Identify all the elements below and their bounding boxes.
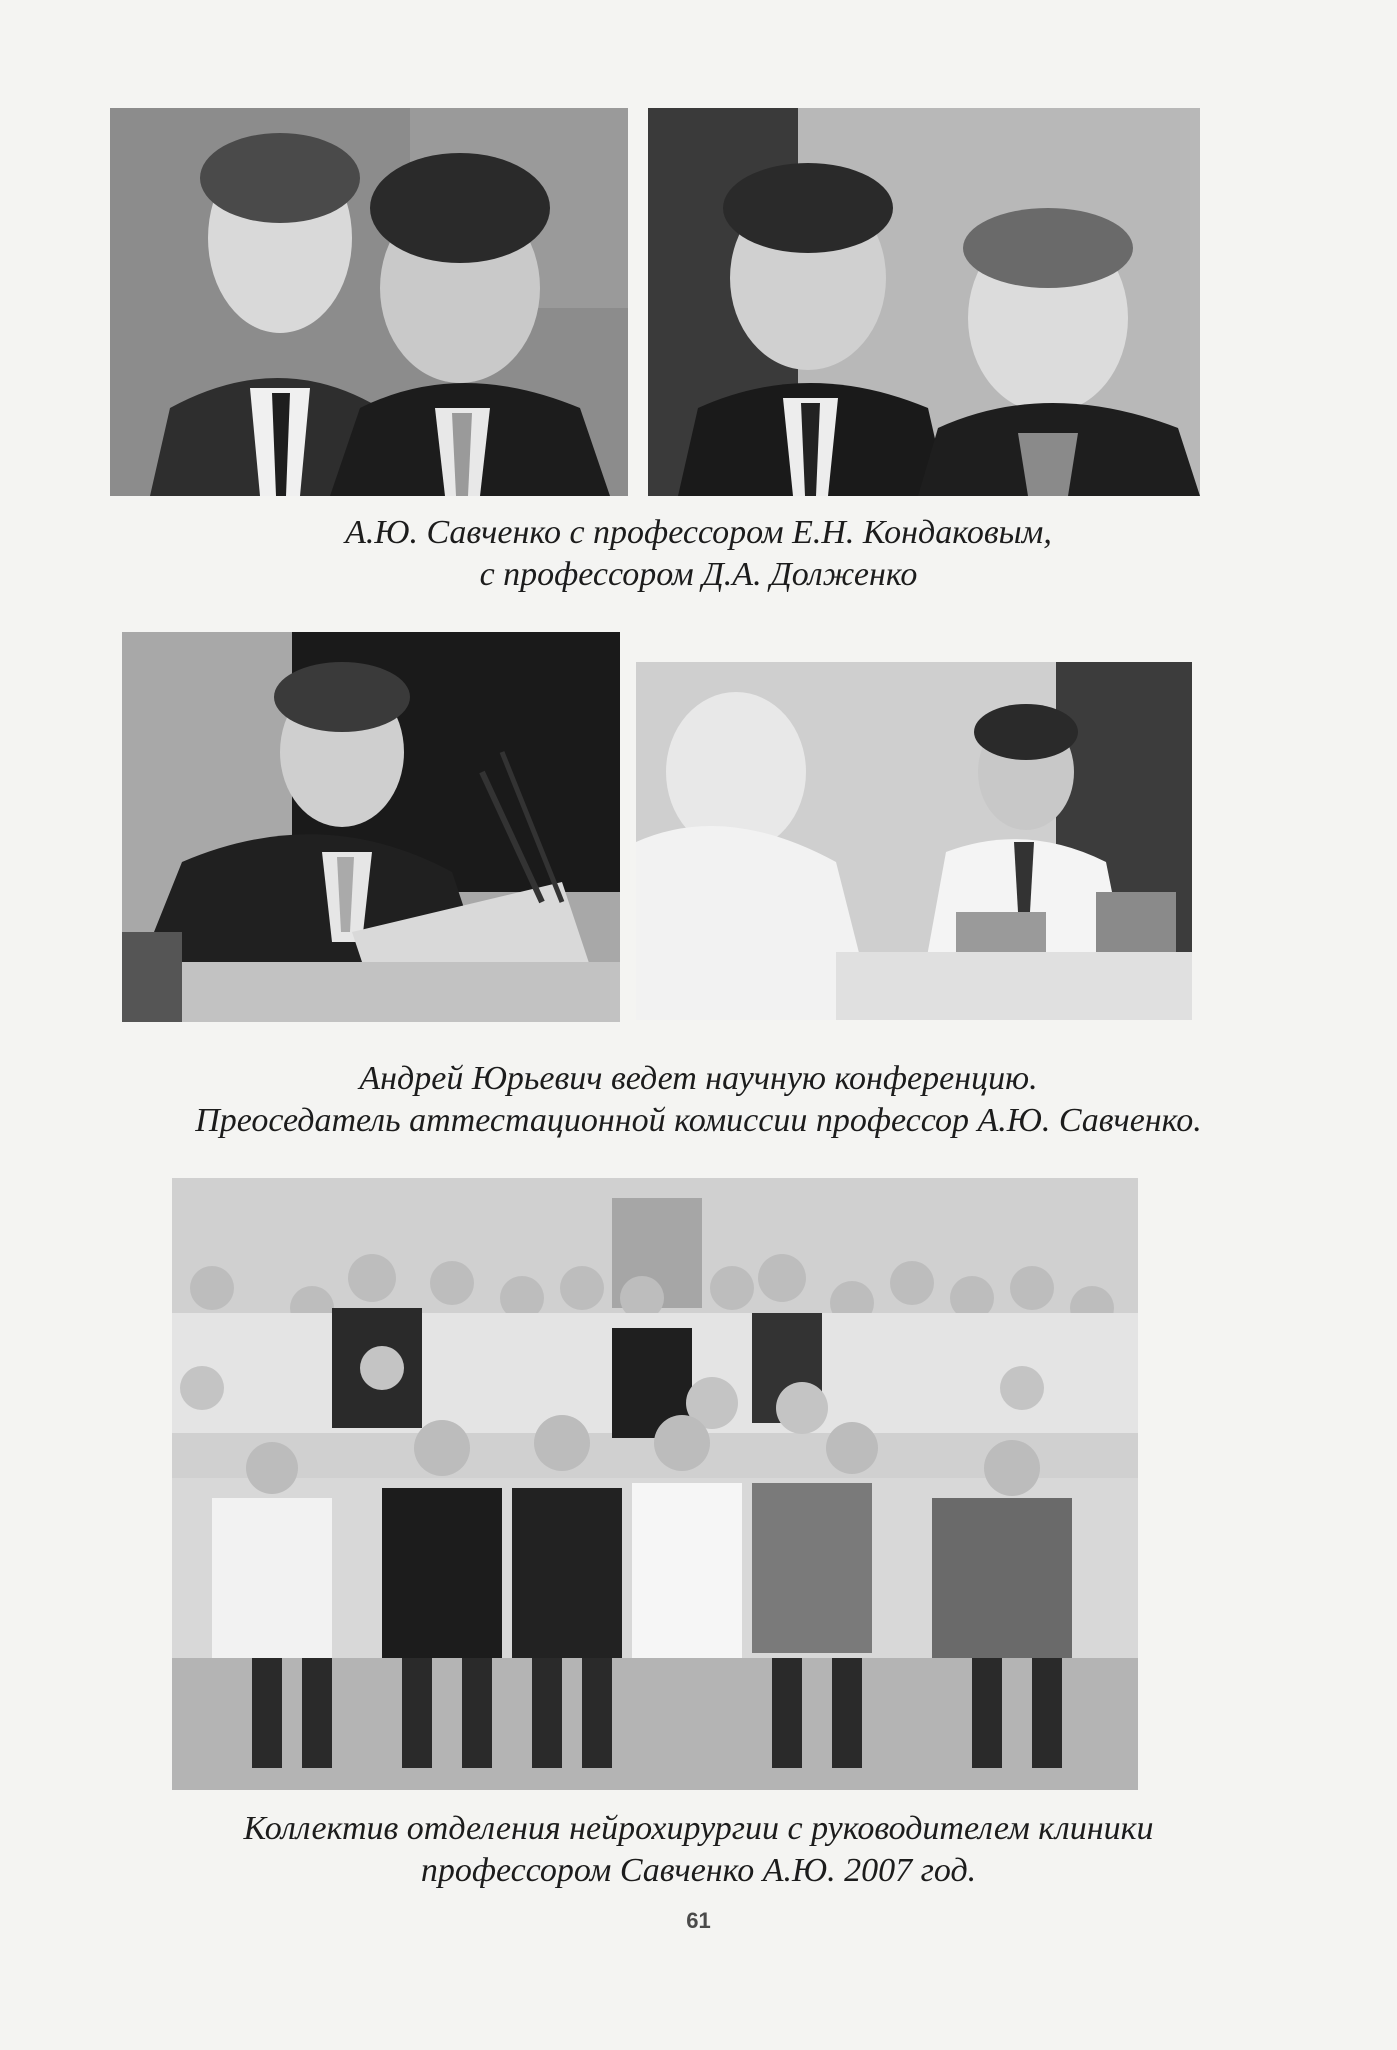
caption-middle xyxy=(0,1058,1397,1142)
photo-attestation-commission xyxy=(636,662,1192,1020)
caption-bottom-line1: Коллектив отделения нейрохирургии с руководителем клиники xyxy=(243,1810,1154,1847)
caption-top-line2: с профессором Д.А. Долженко xyxy=(479,556,918,593)
photo-conference xyxy=(122,632,620,1022)
caption-top xyxy=(0,512,1397,596)
caption-bottom xyxy=(0,1808,1397,1892)
page-number: 61 xyxy=(686,1908,711,1933)
caption-middle-line2: Преоседатель аттестационной комиссии профессор А.Ю. Савченко. xyxy=(195,1102,1202,1139)
caption-bottom-line2: профессором Савченко А.Ю. 2007 год. xyxy=(420,1852,977,1889)
caption-top-line1: А.Ю. Савченко с профессором Е.Н. Кондаковым, xyxy=(345,514,1052,551)
caption-middle-line1: Андрей Юрьевич ведет научную конференцию. xyxy=(359,1060,1038,1097)
photo-neurosurgery-team xyxy=(172,1178,1138,1790)
photo-savchenko-dolzhenko xyxy=(648,108,1200,496)
photo-savchenko-kondakov xyxy=(110,108,628,496)
